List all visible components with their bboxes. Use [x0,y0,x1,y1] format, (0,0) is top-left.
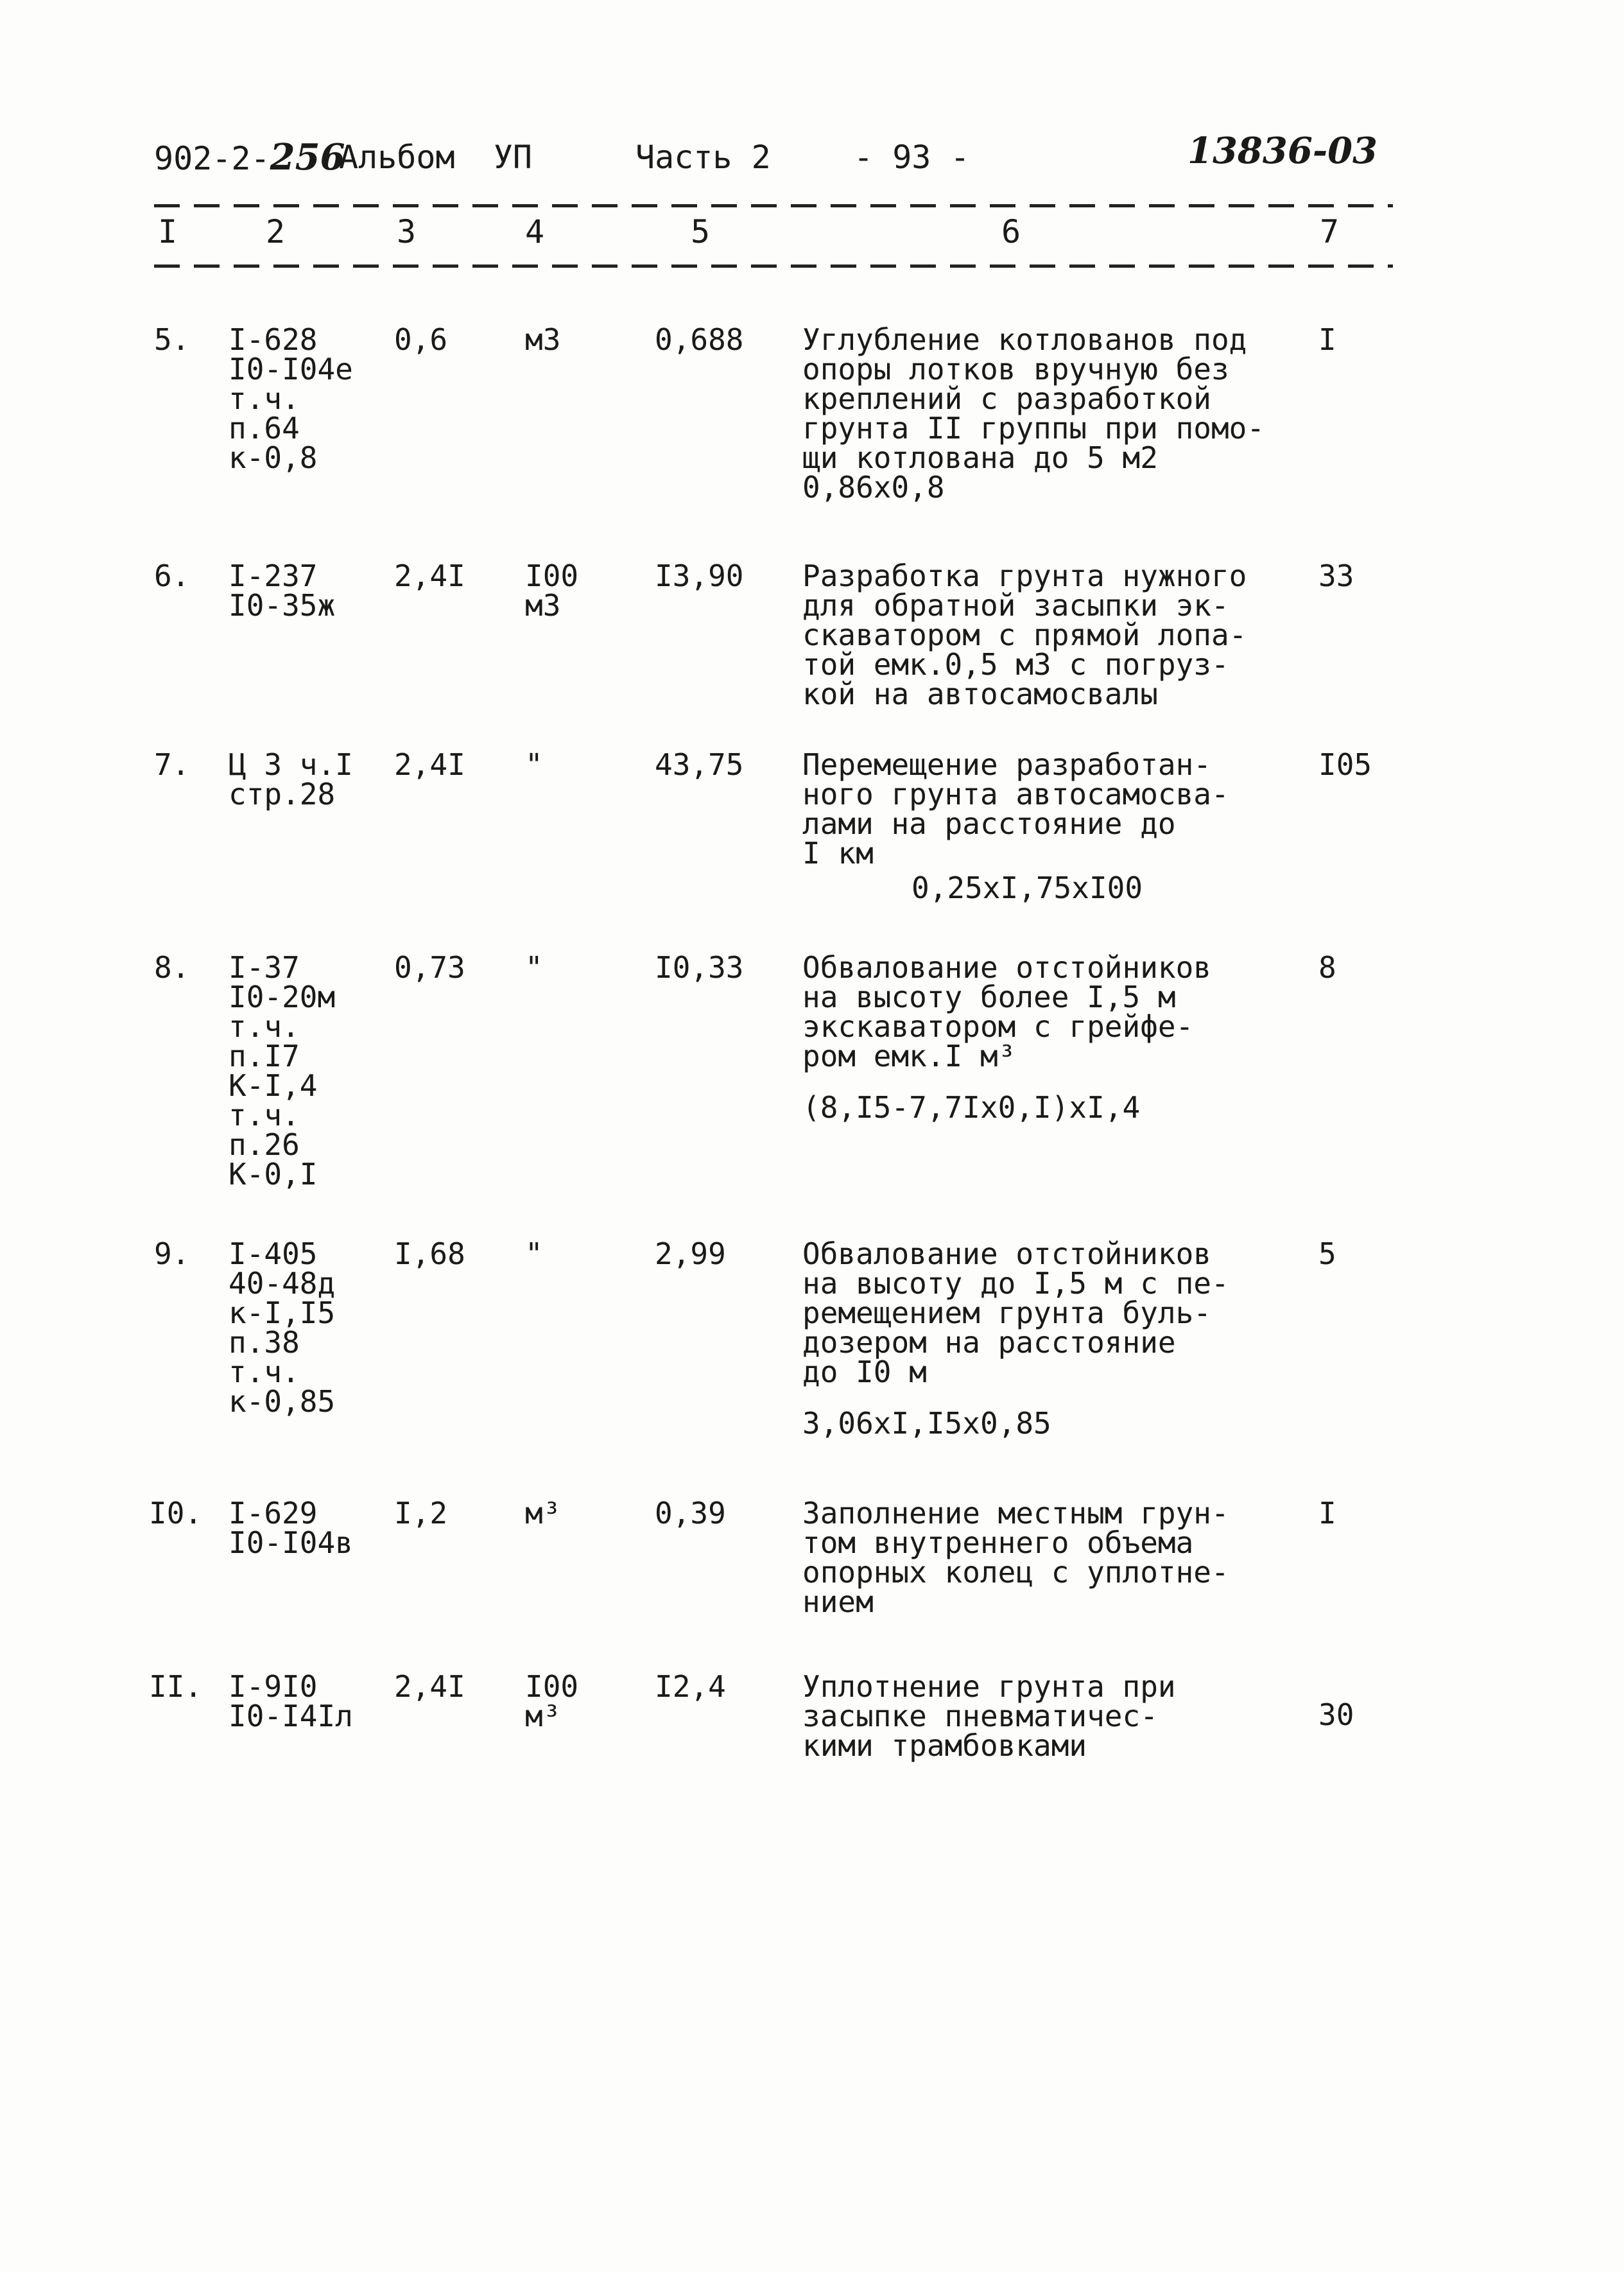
last-column-value: I05 [1318,747,1372,782]
page-number: - 93 - [854,139,970,176]
last-column-value: I [1318,1496,1336,1531]
reference-number: 13836-03 [1188,130,1378,172]
value: I0,33 [655,950,744,985]
document-code [154,136,345,178]
quantity: 0,6 [394,322,448,357]
quantity: 2,4I [394,1669,465,1704]
norm-code: I-405 40-48д к-I,I5 п.38 т.ч. к-0,85 [229,1236,336,1419]
description [802,950,1211,1125]
column-number-7: 7 [1320,213,1340,250]
norm-code: Ц 3 ч.I стр.28 [229,747,353,811]
formula: 0,25хI,75хI00 [911,871,1143,905]
norm-code: I-237 I0-35ж [229,559,336,623]
value: 2,99 [655,1236,726,1271]
description-text: Перемещение разработан- ного грунта автосамосва- лами на расстояние до I км [802,747,1229,871]
column-number-1: I [158,213,178,250]
formula: 0,86х0,8 [802,470,945,505]
norm-code: I-9I0 I0-I4Iл [229,1669,353,1733]
row-number: 9. [154,1236,190,1271]
formula: (8,I5-7,7Iх0,I)хI,4 [802,1090,1141,1125]
document-code-handwritten: 256 [270,136,345,178]
description-text: Углубление котлованов под опоры лотков вручную без креплений с разработкой грунта II группы при помо- щи котлована до 5 м2 [802,322,1265,475]
unit: I00 м³ [525,1669,579,1733]
quantity: I,2 [394,1496,448,1531]
value: I3,90 [655,559,744,593]
album-label: Альбом УП [339,139,533,176]
row-number: 6. [154,559,190,593]
row-number: 5. [154,322,190,357]
description [802,322,1265,505]
norm-code: I-37 I0-20м т.ч. п.I7 К-I,4 т.ч. п.26 К-0,I [229,950,336,1192]
value: 0,688 [655,322,744,357]
quantity: I,68 [394,1236,465,1271]
column-number-5: 5 [691,213,711,250]
document-code-typed: 902-2- [154,140,270,177]
last-column-value: I [1318,322,1336,357]
unit: " [525,747,543,782]
row-number: 7. [154,747,190,782]
description: Уплотнение грунта при засыпке пневматичес- кими трамбовками [802,1669,1176,1763]
value: 0,39 [655,1496,726,1531]
description [802,1236,1229,1441]
last-column-value: 5 [1318,1236,1336,1271]
row-number: I0. [149,1496,203,1531]
column-number-6: 6 [1001,213,1021,250]
column-number-4: 4 [525,213,545,250]
description: Разработка грунта нужного для обратной засыпки эк- скаватором с прямой лопа- той емк.0,5 м3 с погруз- кой на автосамосвалы [802,559,1247,711]
last-column-value: 8 [1318,950,1336,985]
last-column-value: 30 [1318,1697,1354,1732]
header-rule-top [154,204,1393,207]
quantity: 2,4I [394,559,465,593]
description: Заполнение местным грун- том внутреннего объема опорных колец с уплотне- нием [802,1496,1229,1619]
unit: м³ [525,1496,561,1531]
header-rule-bottom [154,264,1393,268]
norm-code: I-629 I0-I04в [229,1496,353,1560]
last-column-value: 33 [1318,559,1354,593]
unit: I00 м3 [525,559,579,623]
value: I2,4 [655,1669,726,1704]
column-number-3: 3 [397,213,417,250]
quantity: 0,73 [394,950,465,985]
description [802,747,1229,905]
row-number: II. [149,1669,203,1704]
unit: м3 [525,322,561,357]
row-number: 8. [154,950,190,985]
part-label: Часть 2 [635,139,771,176]
formula: 3,06хI,I5х0,85 [802,1406,1051,1441]
description-text: Обвалование отстойников на высоту до I,5 м с пе- ремещением грунта буль- дозером на расстояние до I0 м [802,1236,1229,1389]
description-text: Обвалование отстойников на высоту более I,5 м экскаватором с грейфе- ром емк.I м³ [802,950,1211,1073]
unit: " [525,1236,543,1271]
value: 43,75 [655,747,744,782]
unit: " [525,950,543,985]
quantity: 2,4I [394,747,465,782]
norm-code: I-628 I0-I04е т.ч. п.64 к-0,8 [229,322,353,475]
column-number-2: 2 [266,213,286,250]
